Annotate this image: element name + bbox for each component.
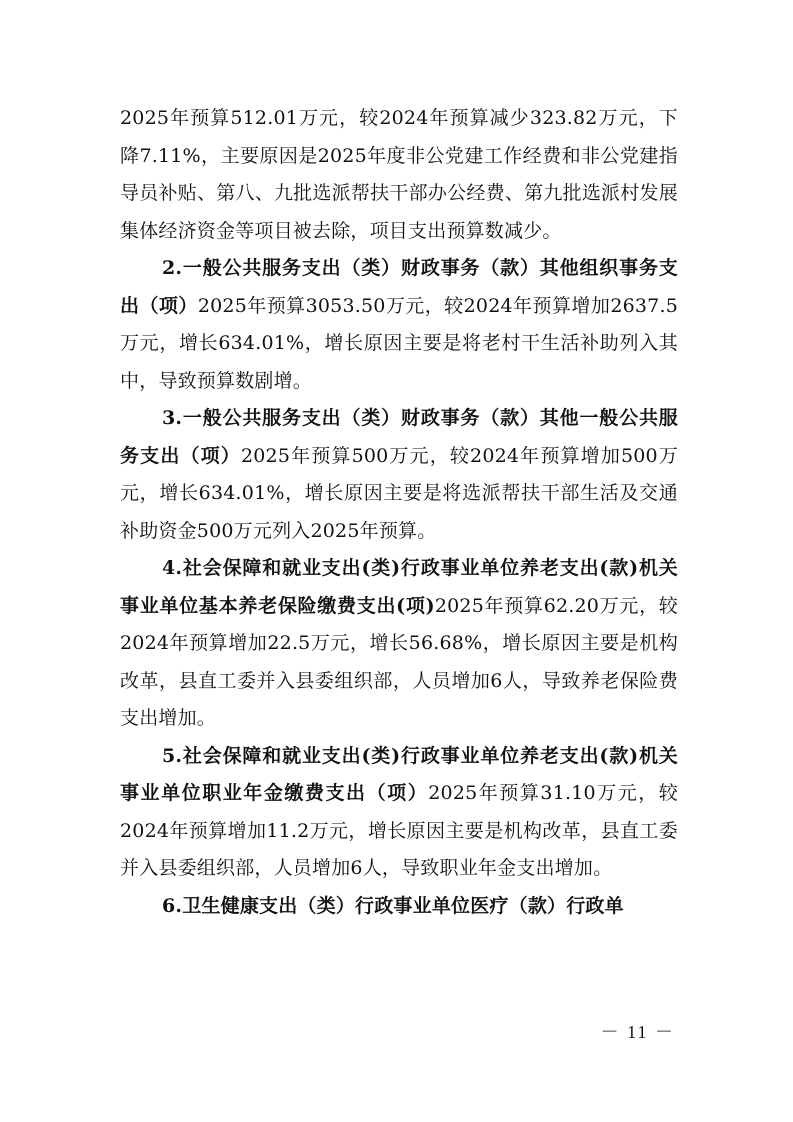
paragraph-4: [120, 550, 678, 738]
paragraph-4-text: 2025年预算62.20万元，较2024年预算增加22.5万元，增长56.68%，增长原因主要是机构改革，县直工委并入县委组织部，人员增加6人，导致养老保险费支出增加。: [120, 594, 678, 729]
paragraph-5-text: 2025年预算31.10万元，较2024年预算增加11.2万元，增长原因主要是机构改革，县直工委并入县委组织部，人员增加6人，导致职业年金支出增加。: [120, 782, 678, 879]
paragraph-6-heading: 6.卫生健康支出（类）行政事业单位医疗（款）行政单: [162, 894, 624, 917]
paragraph-6: [120, 888, 678, 926]
paragraph-2: [120, 250, 678, 400]
page-number: － 11 －: [600, 1022, 675, 1042]
paragraph-1-text: 2025年预算512.01万元，较2024年预算减少323.82万元，下降7.11%，主要原因是2025年度非公党建工作经费和非公党建指导员补贴、第八、九批选派帮扶干部办公经费、第九批选派村发展集体经济资金等项目被去除，项目支出预算数减少。: [120, 107, 678, 242]
paragraph-5: [120, 738, 678, 888]
paragraph-3: [120, 400, 678, 550]
paragraph-3-text: 2025年预算500万元，较2024年预算增加500万元，增长634.01%，增长原因主要是将选派帮扶干部生活及交通补助资金500万元列入2025年预算。: [120, 444, 679, 542]
paragraph-2-text: 2025年预算3053.50万元，较2024年预算增加2637.5万元，增长634.01%，增长原因主要是将老村干生活补助列入其中，导致预算数剧增。: [120, 294, 678, 392]
body-text: [120, 100, 678, 925]
paragraph-4-heading: 4.社会保障和就业支出(类)行政事业单位养老支出(款)机关事业单位基本养老保险缴费支出(项): [120, 557, 678, 617]
paragraph-2-heading: 2.一般公共服务支出（类）财政事务（款）其他组织事务支出（项）: [120, 257, 678, 317]
paragraph-5-heading: 5.社会保障和就业支出(类)行政事业单位养老支出(款)机关事业单位职业年金缴费支出（项）: [120, 744, 678, 804]
paragraph-3-heading: 3.一般公共服务支出（类）财政事务（款）其他一般公共服务支出（项）: [120, 407, 678, 467]
paragraph-1: [120, 100, 678, 250]
